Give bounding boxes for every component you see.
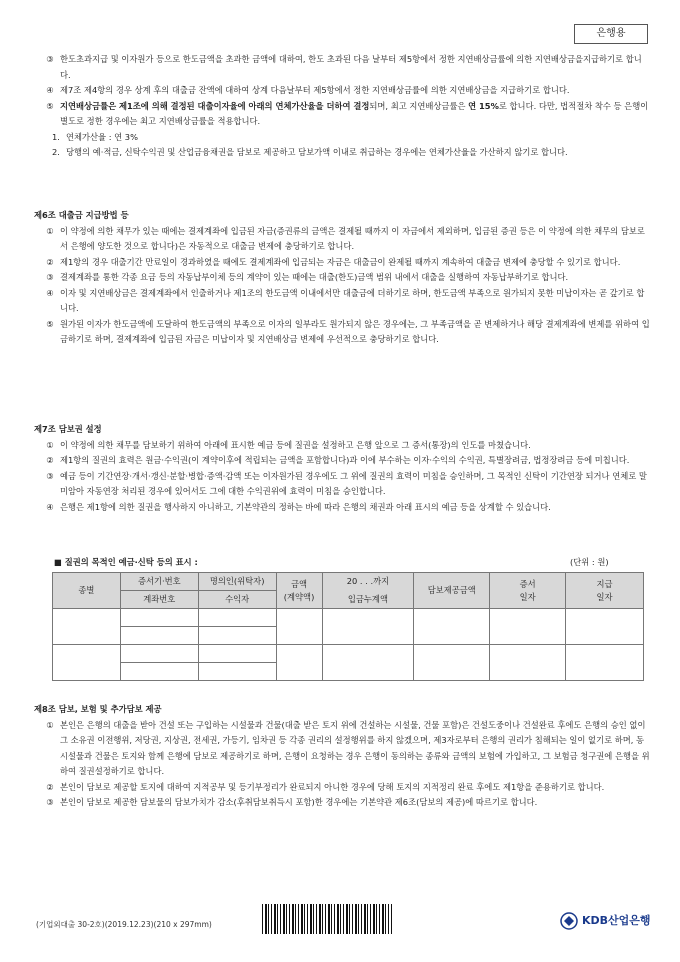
- bank-name: KDB산업은행: [582, 914, 651, 928]
- barcode: [262, 904, 392, 934]
- table-header-row: [53, 573, 644, 591]
- clause-item: ③ 본인이 담보로 제공한 담보물의 담보가치가 감소(후취담보취득시 포함)한 경우에는 기본약관 제6조(담보의 제공)에 따르기로 합니다.: [46, 797, 538, 807]
- clause-item: ④ 은행은 제1항에 의한 질권을 행사하지 아니하고, 기본약관의 정하는 바에 따라 은행의 채권과 아래 표시의 예금 등을 상계할 수 있습니다.: [46, 501, 551, 512]
- article-6: [34, 208, 652, 348]
- article-8: [34, 702, 652, 811]
- clause-item: ③ 한도초과지급 및 이자원가 등으로 한도금액을 초과한 금액에 대하여, 한도 초과된 다음 날부터 제5항에서 정한 지연배상금률에 의한 지연배상금을지급하기로 합니다.: [40, 52, 652, 83]
- table-row: [53, 609, 644, 627]
- clause-item: ⑤ 지연배상금률은 제1조에 의해 결정된 대출이자율에 아래의 연체가산율을 더하여 결정되며, 최고 지연배상금률은 연 15%로 합니다. 다만, 법적절차 착수 등 은행이 별도로 정한 경우에는 최고 지연배상금률을 적용합니다.: [40, 99, 652, 130]
- article-8-title: 제8조 담보, 보험 및 추가담보 제공: [34, 704, 162, 714]
- col-amount: 금액 (계약액): [276, 573, 322, 609]
- pledge-table-unit: (단위 : 원): [570, 557, 609, 567]
- bank-logo: [560, 912, 651, 930]
- article-6-title: 제6조 대출금 지급방법 등: [34, 210, 129, 220]
- sub-item: 2. 당행의 예·적금, 신탁수익권 및 산업금융채권을 담보로 제공하고 담보가액 이내로 취급하는 경우에는 연체가산율을 가산하지 않기로 합니다.: [52, 147, 568, 157]
- col-type: 종별: [53, 573, 121, 609]
- pledge-table: [52, 572, 644, 681]
- clause-item: ③ 결제계좌를 통한 각종 요금 등의 자동납부이체 등의 계약이 있는 때에는 대출(한도)금액 범위 내에서 대출을 실행하여 자동납부하기로 합니다.: [46, 272, 569, 282]
- col-cert-no: 증서기·번호: [120, 573, 198, 591]
- clause-item: ② 제1항의 질권의 효력은 원금·수익권(이 계약이후에 적립되는 금액을 포함합니다)과 이에 부수하는 이자·수익의 수익권, 특별장려금, 법정장려금 등에 미칩니다.: [46, 455, 630, 465]
- sub-item: 1. 연체가산율 : 연 3%: [52, 131, 138, 142]
- form-code: (기업외대출 30-2호)(2019.12.23)(210 x 297mm): [36, 920, 212, 929]
- article-7-title: 제7조 담보권 설정: [34, 424, 102, 434]
- clause-item: ① 본인은 은행의 대출을 받아 건설 또는 구입하는 시설물과 건물(대출 받은 토지 위에 건설하는 시설물, 건물 포함)은 건설도중이나 건설완료 후에도 은행의 승인 없이 그 소유권 이전행위, 저당권, 지상권, 전세권, 가등기, 임차권 등 각종 권리의 설정행위를 하지 않겠으며, 제3자로부터 은행의 권리가 침해되는 일이 없기로 하며, 동 시설물과 건물은 토지와 함께 은행에 담보로 제공하기로 하며, 은행이 요청하는 경우 은행이 동의하는 종류와 금액의 보험에 가입하고, 그 보험금 청구권에 은행을 위하여 질권설정하기로 합니다.: [46, 719, 650, 776]
- clause-item: ④ 제7조 제4항의 경우 상계 후의 대출금 잔액에 대하여 상계 다음날부터 제5항에서 정한 지연배상금률에 의한 지연배상금을 지급하기로 합니다.: [40, 83, 652, 99]
- clause-text: 지연배상금률은 제1조에 의해 결정된 대출이자율에 아래의 연체가산율을 더하여 결정되며, 최고 지연배상금률은 연 15%로 합니다. 다만, 법적절차 착수 등 은행이 별도로 정한 경우에는 최고 지연배상금률을 적용합니다.: [60, 100, 649, 126]
- col-beneficiary: 수익자: [198, 591, 276, 609]
- clause-item: ⑤ 원가된 이자가 한도금액에 도달하여 한도금액의 부족으로 이자의 일부라도 원가되지 않은 경우에는, 그 부족금액을 곧 변제하거나 해당 결제계좌에 변제를 위하여 입금하기로 하며, 결제계좌에 입금된 자금은 미납이자 및 지연배상금 변제에 우선적으로 충당하기로 합니다.: [46, 318, 650, 344]
- clause-text: 한도초과지급 및 이자원가 등으로 한도금액을 초과한 금액에 대하여, 한도 초과된 다음 날부터 제5항에서 정한 지연배상금률에 의한 지연배상금을지급하기로 합니다.: [60, 54, 642, 80]
- kdb-logo-icon: [560, 912, 578, 930]
- col-collateral: 담보제공금액: [414, 573, 490, 609]
- top-clauses: [40, 52, 652, 161]
- clause-item: ④ 이자 및 지연배상금은 결제계좌에서 인출하거나 제1조의 한도금액 이내에서만 대출금에 더하기로 하며, 한도금액 부족으로 원가되지 못한 미납이자는 곧 갚기로 합니다.: [46, 287, 645, 313]
- bank-copy-badge: 은행용: [574, 24, 648, 44]
- clause-item: ① 이 약정에 의한 채무를 담보하기 위하여 아래에 표시한 예금 등에 질권을 설정하고 은행 앞으로 그 증서(통장)의 인도를 마쳤습니다.: [46, 439, 531, 450]
- article-7: [34, 422, 652, 515]
- col-holder: 명의인(위탁자): [198, 573, 276, 591]
- col-deposit-total: 입금누계액: [322, 591, 414, 609]
- col-cert-date: 증서 일자: [490, 573, 566, 609]
- clause-item: ② 제1항의 경우 대출기간 만료일이 경과하였을 때에도 결제계좌에 입금되는 자금은 대출금이 완제될 때까지 계속하여 대출금 변제에 충당할 수 있기로 합니다.: [46, 256, 621, 267]
- col-pay-date: 지급 일자: [566, 573, 644, 609]
- col-deposit-date: 20 . . .까지: [322, 573, 414, 591]
- clause-text: 제7조 제4항의 경우 상계 후의 대출금 잔액에 대하여 상계 다음날부터 제5항에서 정한 지연배상금률에 의한 지연배상금을 지급하기로 합니다.: [60, 85, 570, 95]
- clause-item: ② 본인이 담보로 제공할 토지에 대하여 지적공부 및 등기부정리가 완료되지 아니한 경우에 당해 토지의 지적정리 완료 후에도 제1항을 준용하기로 합니다.: [46, 781, 605, 792]
- clause-item: ③ 예금 등이 기간연장·개서·갱신·분할·병합·증액·감액 또는 이자원가된 경우에도 그 위에 질권의 효력이 미침을 승인하며, 그 목적인 신탁이 기간연장 되거나 연체로 말미암아 자동연장 처리된 경우에 있어서도 그에 대한 수익권위에 효력이 미침을 승인합니다.: [46, 470, 647, 496]
- clause-item: ① 이 약정에 의한 채무가 있는 때에는 결제계좌에 입금된 자금(증권류의 금액은 결제될 때까지 이 자금에서 제외하며, 입금된 증권 등은 이 약정에 의한 채무의 담보로서 은행에 양도한 것으로 합니다)은 자동적으로 대출금 변제에 충당하기로 합니다.: [46, 225, 645, 251]
- sub-list: [40, 130, 652, 161]
- table-row: [53, 645, 644, 663]
- col-account-no: 계좌번호: [120, 591, 198, 609]
- pledge-table-caption: ■ 질권의 목적인 예금·신탁 등의 표시 :: [54, 557, 198, 567]
